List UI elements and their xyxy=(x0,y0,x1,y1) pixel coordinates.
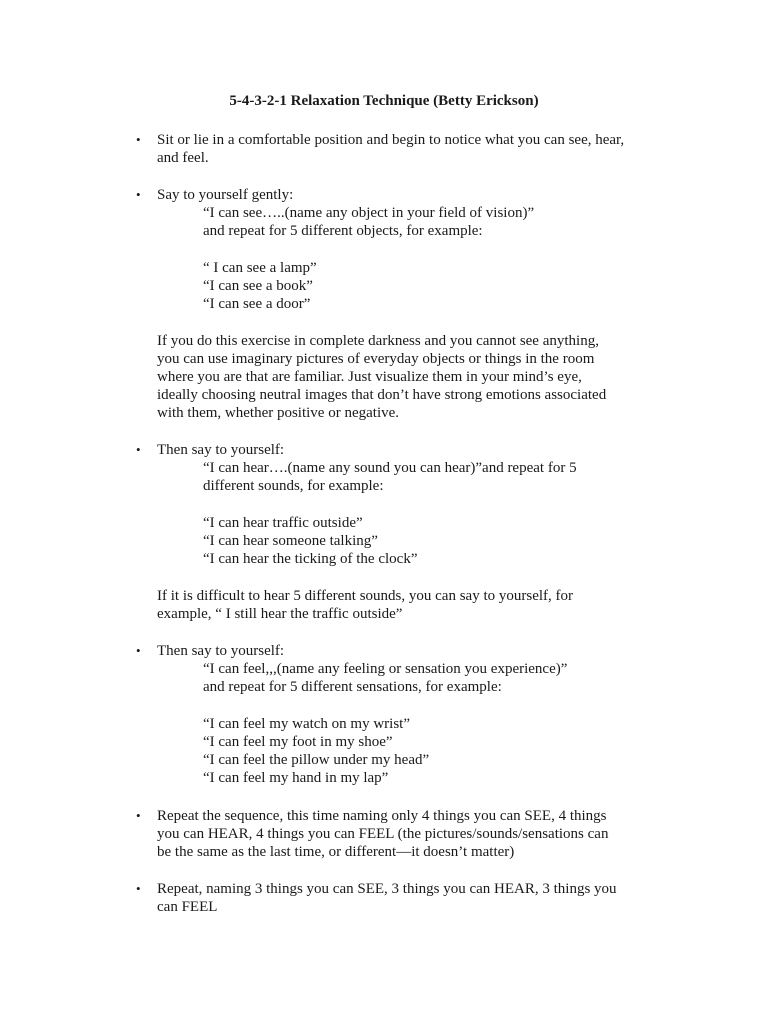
paragraph-line: you can use imaginary pictures of everyday objects or things in the room xyxy=(157,351,595,367)
paragraph-line: and feel. xyxy=(157,150,209,166)
example-line: “ I can see a lamp” xyxy=(203,260,317,276)
paragraph-line: you can HEAR, 4 things you can FEEL (the pictures/sounds/sensations can xyxy=(157,826,609,842)
example-line: “I can hear traffic outside” xyxy=(203,515,363,531)
example-line: “I can see a book” xyxy=(203,278,313,294)
instruction-line: “I can hear….(name any sound you can hear)”and repeat for 5 xyxy=(203,460,577,476)
example-line: “I can feel my watch on my wrist” xyxy=(203,716,411,732)
paragraph-line: with them, whether positive or negative. xyxy=(157,405,400,421)
paragraph-line: Sit or lie in a comfortable position and begin to notice what you can see, hear, xyxy=(157,132,625,148)
instruction-line: “I can feel,,,(name any feeling or sensation you experience)” xyxy=(203,661,568,677)
bullet-4: • xyxy=(136,643,141,658)
bullet-1: • xyxy=(136,132,141,147)
example-line: “I can feel the pillow under my head” xyxy=(203,752,430,768)
paragraph-line: be the same as the last time, or different—it doesn’t matter) xyxy=(157,844,515,860)
bullet-2: • xyxy=(136,187,141,202)
paragraph-line: can FEEL xyxy=(157,899,218,915)
example-line: “I can feel my hand in my lap” xyxy=(203,770,389,786)
paragraph-line: Repeat, naming 3 things you can SEE, 3 things you can HEAR, 3 things you xyxy=(157,881,617,897)
example-line: “I can feel my foot in my shoe” xyxy=(203,734,393,750)
example-line: “I can hear someone talking” xyxy=(203,533,378,549)
bullet-5: • xyxy=(136,808,141,823)
section-intro: Then say to yourself: xyxy=(157,643,285,659)
example-line: “I can hear the ticking of the clock” xyxy=(203,551,418,567)
example-line: “I can see a door” xyxy=(203,296,311,312)
bullet-3: • xyxy=(136,442,141,457)
instruction-line: and repeat for 5 different sensations, for example: xyxy=(203,679,502,695)
paragraph-line: example, “ I still hear the traffic outside” xyxy=(157,606,403,622)
paragraph-line: where you are that are familiar. Just visualize them in your mind’s eye, xyxy=(157,369,582,385)
bullet-6: • xyxy=(136,881,141,896)
paragraph-line: If it is difficult to hear 5 different sounds, you can say to yourself, for xyxy=(157,588,574,604)
paragraph-line: ideally choosing neutral images that don’t have strong emotions associated xyxy=(157,387,607,403)
instruction-line: different sounds, for example: xyxy=(203,478,384,494)
page-title: 5-4-3-2-1 Relaxation Technique (Betty Erickson) xyxy=(229,93,539,109)
paragraph-line: If you do this exercise in complete darkness and you cannot see anything, xyxy=(157,333,599,349)
paragraph-line: Repeat the sequence, this time naming only 4 things you can SEE, 4 things xyxy=(157,808,607,824)
section-intro: Say to yourself gently: xyxy=(157,187,294,203)
section-intro: Then say to yourself: xyxy=(157,442,285,458)
instruction-line: and repeat for 5 different objects, for example: xyxy=(203,223,483,239)
instruction-line: “I can see…..(name any object in your field of vision)” xyxy=(203,205,535,221)
